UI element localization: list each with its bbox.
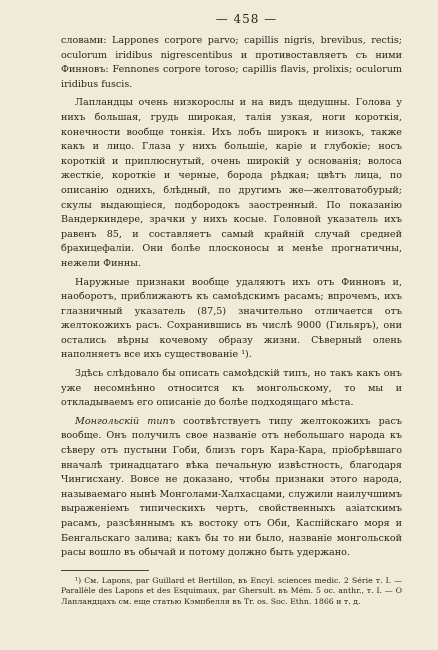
paragraph-lapp-physical-traits: Лапландцы очень низкорослы и на видъ щедушны. Голова у нихъ большая, грудь широкая, талія узкая, ноги короткія, конечности вообще тонкія. Ихъ лобъ широкъ и низокъ, также какъ и лицо. Глаза у нихъ большіе, каріе и глубокіе; носъ короткій и приплюснутый, очень широкій у основанія; волоса жесткіе, короткіе и черные, борода рѣдкая; цвѣтъ лица, по описанію однихъ, блѣдный, по другимъ же—желтоватобурый; скулы выдающіеся, подбородокъ заостренный. По показанію Вандеркиндере, зрачки у нихъ косые. Головной указатель ихъ равенъ 85, и составляетъ самый крайній случай средней брахицефаліи. Они болѣе плосконосы и менѣе прогнатичны, нежели Финны. [61, 97, 402, 269]
paragraph-latin-description: словами: Lappones corpore parvo; capillis nigris, brevibus, rectis; oculorum iridibus nigrescentibus и противоставляетъ съ ними Финновъ: Fennones corpore toroso; capillis flavis, prolixis; oculorum iridibus fuscis. [61, 35, 402, 90]
mongol-type-term: Монгольскій типъ [75, 415, 176, 427]
page-number: — 458 — [215, 12, 278, 26]
paragraph-mongol-type [61, 415, 402, 561]
paragraph-samoyed-note: Здѣсь слѣдовало бы описать самоѣдскій типъ, но такъ какъ онъ уже несомнѣнно относится къ монгольскому, то мы и откладываемъ его описаніе до болѣе подходящаго мѣста. [61, 368, 402, 409]
paragraph-external-features: Наружные признаки вообще удаляютъ ихъ отъ Финновъ и, наоборотъ, приближаютъ къ самоѣдскимъ расамъ; впрочемъ, ихъ глазничный указатель (87,5) значительно отличается отъ желтокожихъ расъ. Сохранившись въ числѣ 9000 (Гильяръ), они остались вѣрны кочевому образу жизни. Сѣверный олень наполняетъ все ихъ существованіе ¹). [61, 276, 402, 361]
footnote-divider [61, 570, 149, 571]
footnote: ¹) См. Lapons, par Guillard et Bertillon, въ Encyl. sciences medic. 2 Série т. I. — Parallèle des Lapons et des Esquimaux, par Ghersult. въ Mém. 5 oc. anthr., т. I. — О Лапландцахъ см. еще статью Кэмпбелля въ Tr. os. Soc. Ethn. 1866 и т. д. [61, 575, 402, 606]
mongol-type-body: соотвѣтствуетъ типу желтокожихъ расъ вообще. Онъ получилъ свое названіе отъ небольшаго народа къ сѣверу отъ пустыни Гоби, близъ горъ Кара-Кара, пріобрѣвшаго вначалѣ тринадцатаго вѣка печальную извѣстность, благодаря Чингисхану. Вовсе не доказано, чтобы признаки этого народа, называемаго нынѣ Монголами-Халхасцами, служили наилучшимъ выраженіемъ типическихъ чертъ, свойственныхъ азіатскимъ расамъ, разсѣяннымъ къ востоку отъ Оби, Каспійскаго моря и Бенгальскаго залива; какъ бы то ни было, названіе монгольской расы вошло въ обычай и потому должно быть удержано. [61, 415, 403, 559]
